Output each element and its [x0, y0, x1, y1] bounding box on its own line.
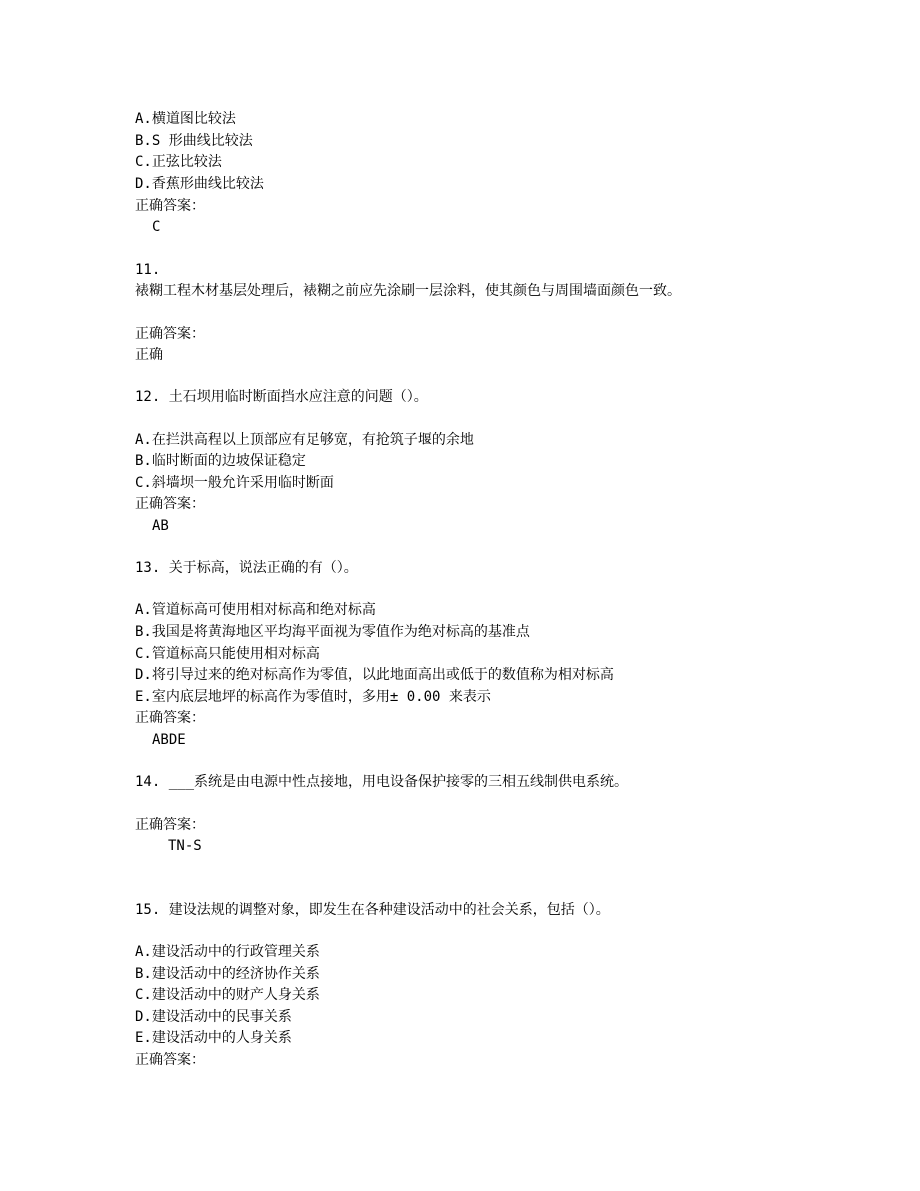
- q13-stem: 13. 关于标高，说法正确的有（）。: [135, 560, 358, 576]
- q14-answer-label: 正确答案：: [135, 817, 205, 833]
- q12-answer: AB: [152, 518, 169, 534]
- q13-answer-label: 正确答案：: [135, 710, 205, 726]
- q13-option-e: E.室内底层地坪的标高作为零值时，多用± 0.00 来表示: [135, 689, 491, 705]
- q10-answer-label: 正确答案：: [135, 198, 205, 214]
- q12-option-b: B.临时断面的边坡保证稳定: [135, 453, 306, 469]
- q15-option-c: C.建设活动中的财产人身关系: [135, 987, 320, 1003]
- q11-stem: 裱糊工程木材基层处理后，裱糊之前应先涂刷一层涂料，使其颜色与周围墙面颜色一致。: [135, 283, 681, 299]
- q15-option-b: B.建设活动中的经济协作关系: [135, 966, 320, 982]
- q13-option-c: C.管道标高只能使用相对标高: [135, 646, 320, 662]
- q11-answer: 正确: [135, 347, 163, 363]
- q14-answer: TN-S: [168, 838, 202, 854]
- q12-option-a: A.在拦洪高程以上顶部应有足够宽，有抢筑子堰的余地: [135, 432, 474, 448]
- q13-option-b: B.我国是将黄海地区平均海平面视为零值作为绝对标高的基准点: [135, 624, 530, 640]
- q13-option-d: D.将引导过来的绝对标高作为零值，以此地面高出或低于的数值称为相对标高: [135, 667, 614, 683]
- q10-answer: C: [152, 219, 161, 235]
- q11-number: 11.: [135, 262, 161, 278]
- q15-option-d: D.建设活动中的民事关系: [135, 1009, 292, 1025]
- q15-option-e: E.建设活动中的人身关系: [135, 1030, 292, 1046]
- q10-option-d: D.香蕉形曲线比较法: [135, 176, 264, 192]
- q13-option-a: A.管道标高可使用相对标高和绝对标高: [135, 602, 376, 618]
- q13-answer: ABDE: [152, 732, 186, 748]
- q10-option-c: C.正弦比较法: [135, 154, 222, 170]
- q14-stem: 14. ___系统是由电源中性点接地，用电设备保护接零的三相五线制供电系统。: [135, 774, 628, 790]
- q10-option-a: A.横道图比较法: [135, 111, 236, 127]
- q12-answer-label: 正确答案：: [135, 496, 205, 512]
- q15-stem: 15. 建设法规的调整对象，即发生在各种建设活动中的社会关系，包括（）。: [135, 902, 610, 918]
- q15-answer-label: 正确答案：: [135, 1052, 205, 1068]
- q12-option-c: C.斜墙坝一般允许采用临时断面: [135, 475, 334, 491]
- q15-option-a: A.建设活动中的行政管理关系: [135, 944, 320, 960]
- q10-option-b: B.S 形曲线比较法: [135, 133, 253, 149]
- q12-stem: 12. 土石坝用临时断面挡水应注意的问题（）。: [135, 389, 428, 405]
- q11-answer-label: 正确答案：: [135, 326, 205, 342]
